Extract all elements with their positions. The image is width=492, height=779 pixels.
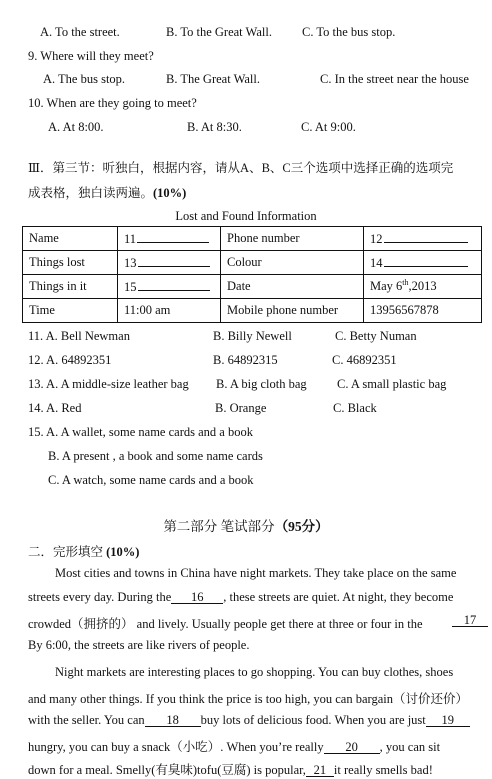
question-9: 9. Where will they meet? xyxy=(28,49,154,63)
table-cell: 13956567878 xyxy=(364,299,482,323)
table-title: Lost and Found Information xyxy=(175,209,317,223)
blank-18[interactable]: 18 xyxy=(145,714,201,727)
q13-option-b: B. A big cloth bag xyxy=(216,377,307,391)
passage-line xyxy=(28,590,453,605)
blank-number: 14 xyxy=(370,255,383,270)
blank-number: 11 xyxy=(124,231,137,246)
section3-score: (10%) xyxy=(153,186,187,200)
passage-line: Night markets are interesting places to go shopping. You can buy clothes, shoes xyxy=(55,665,454,679)
passage-text: with the seller. You can xyxy=(28,713,145,727)
blank-17[interactable]: 17 xyxy=(452,614,488,627)
date-suffix: th xyxy=(402,278,409,288)
q8-option-b: B. To the Great Wall. xyxy=(166,25,272,39)
blank-16[interactable]: 16 xyxy=(171,591,223,604)
answer-blank[interactable] xyxy=(384,231,468,243)
blank-number: 15 xyxy=(124,279,137,294)
section3-instruction-line1: Ⅲ．第三节：听独白，根据内容，请从A、B、C三个选项中选择正确的选项完 xyxy=(28,161,454,175)
q10-option-c: C. At 9:00. xyxy=(301,120,356,134)
date-year: ,2013 xyxy=(408,279,437,294)
table-cell xyxy=(364,251,482,275)
passage-line: crowded（拥挤的） and lively. Usually people get there at three or four in the xyxy=(28,617,423,631)
q9-option-a: A. The bus stop. xyxy=(43,72,126,86)
q15-option-b: B. A present , a book and some name cards xyxy=(48,449,263,463)
part2-score: （95分） xyxy=(274,519,329,534)
passage-text: buy lots of delicious food. When you are just xyxy=(200,713,426,727)
q14-option-b: B. Orange xyxy=(215,401,267,415)
cloze-score: (10%) xyxy=(106,545,140,559)
table-row xyxy=(23,251,482,275)
q11-option-a: 11. A. Bell Newman xyxy=(28,329,130,343)
passage-line: Most cities and towns in China have night markets. They take place on the same xyxy=(55,566,457,580)
date-day: May 6 xyxy=(370,279,403,294)
table-cell xyxy=(364,275,482,299)
blank-20[interactable]: 20 xyxy=(324,741,380,754)
table-cell xyxy=(118,227,221,251)
q11-option-b: B. Billy Newell xyxy=(213,329,292,343)
blank-number: 12 xyxy=(370,231,383,246)
q8-option-a: A. To the street. xyxy=(40,25,120,39)
part2-heading xyxy=(0,515,492,535)
answer-blank[interactable] xyxy=(138,279,210,291)
table-cell xyxy=(118,251,221,275)
table-cell: 11:00 am xyxy=(118,299,221,323)
q12-option-c: C. 46892351 xyxy=(332,353,397,367)
answer-blank[interactable] xyxy=(138,255,210,267)
q12-option-b: B. 64892315 xyxy=(213,353,278,367)
q14-option-a: 14. A. Red xyxy=(28,401,82,415)
answer-blank[interactable] xyxy=(384,255,468,267)
q9-option-c: C. In the street near the house xyxy=(320,72,469,86)
table-cell xyxy=(364,227,482,251)
table-cell: Things in it xyxy=(23,275,118,299)
table-cell: Mobile phone number xyxy=(221,299,364,323)
q15-option-a: 15. A. A wallet, some name cards and a book xyxy=(28,425,253,439)
passage-line: By 6:00, the streets are like rivers of people. xyxy=(28,638,250,652)
lost-found-table xyxy=(22,226,482,323)
q11-option-c: C. Betty Numan xyxy=(335,329,417,343)
table-cell: Things lost xyxy=(23,251,118,275)
q10-option-a: A. At 8:00. xyxy=(48,120,104,134)
answer-blank[interactable] xyxy=(137,231,209,243)
passage-text: , these streets are quiet. At night, they become xyxy=(223,590,454,604)
q9-option-b: B. The Great Wall. xyxy=(166,72,260,86)
q10-option-b: B. At 8:30. xyxy=(187,120,242,134)
table-row xyxy=(23,227,482,251)
table-cell: Date xyxy=(221,275,364,299)
q13-option-a: 13. A. A middle-size leather bag xyxy=(28,377,189,391)
passage-line: and many other things. If you think the price is too high, you can bargain（讨价还价） xyxy=(28,692,468,706)
passage-line xyxy=(28,760,433,778)
cloze-title: 二．完形填空 xyxy=(28,545,104,559)
question-10: 10. When are they going to meet? xyxy=(28,96,197,110)
passage-text: hungry, you can buy a snack（小吃）. When you’re really xyxy=(28,740,324,754)
cloze-heading xyxy=(28,542,139,560)
section3-instruction-text: 成表格，独白读两遍。 xyxy=(28,186,154,200)
table-cell: Colour xyxy=(221,251,364,275)
passage-line xyxy=(28,737,440,755)
blank-21[interactable]: 21 xyxy=(306,764,334,777)
q12-option-a: 12. A. 64892351 xyxy=(28,353,112,367)
passage-text: down for a meal. Smelly(有臭味)tofu(豆腐) is popular, xyxy=(28,763,306,777)
part2-title: 第二部分 笔试部分 xyxy=(163,519,275,534)
passage-line xyxy=(28,713,470,728)
table-row xyxy=(23,299,482,323)
blank-19[interactable]: 19 xyxy=(426,714,470,727)
passage-text: streets every day. During the xyxy=(28,590,172,604)
q15-option-c: C. A watch, some name cards and a book xyxy=(48,473,254,487)
table-cell: Time xyxy=(23,299,118,323)
passage-text: , you can sit xyxy=(379,740,441,754)
table-cell xyxy=(118,275,221,299)
table-cell: Name xyxy=(23,227,118,251)
q13-option-c: C. A small plastic bag xyxy=(337,377,447,391)
q14-option-c: C. Black xyxy=(333,401,377,415)
passage-text: it really smells bad! xyxy=(333,763,433,777)
q8-option-c: C. To the bus stop. xyxy=(302,25,396,39)
section3-instruction-line2 xyxy=(28,183,186,201)
blank-number: 13 xyxy=(124,255,137,270)
table-row xyxy=(23,275,482,299)
table-cell: Phone number xyxy=(221,227,364,251)
